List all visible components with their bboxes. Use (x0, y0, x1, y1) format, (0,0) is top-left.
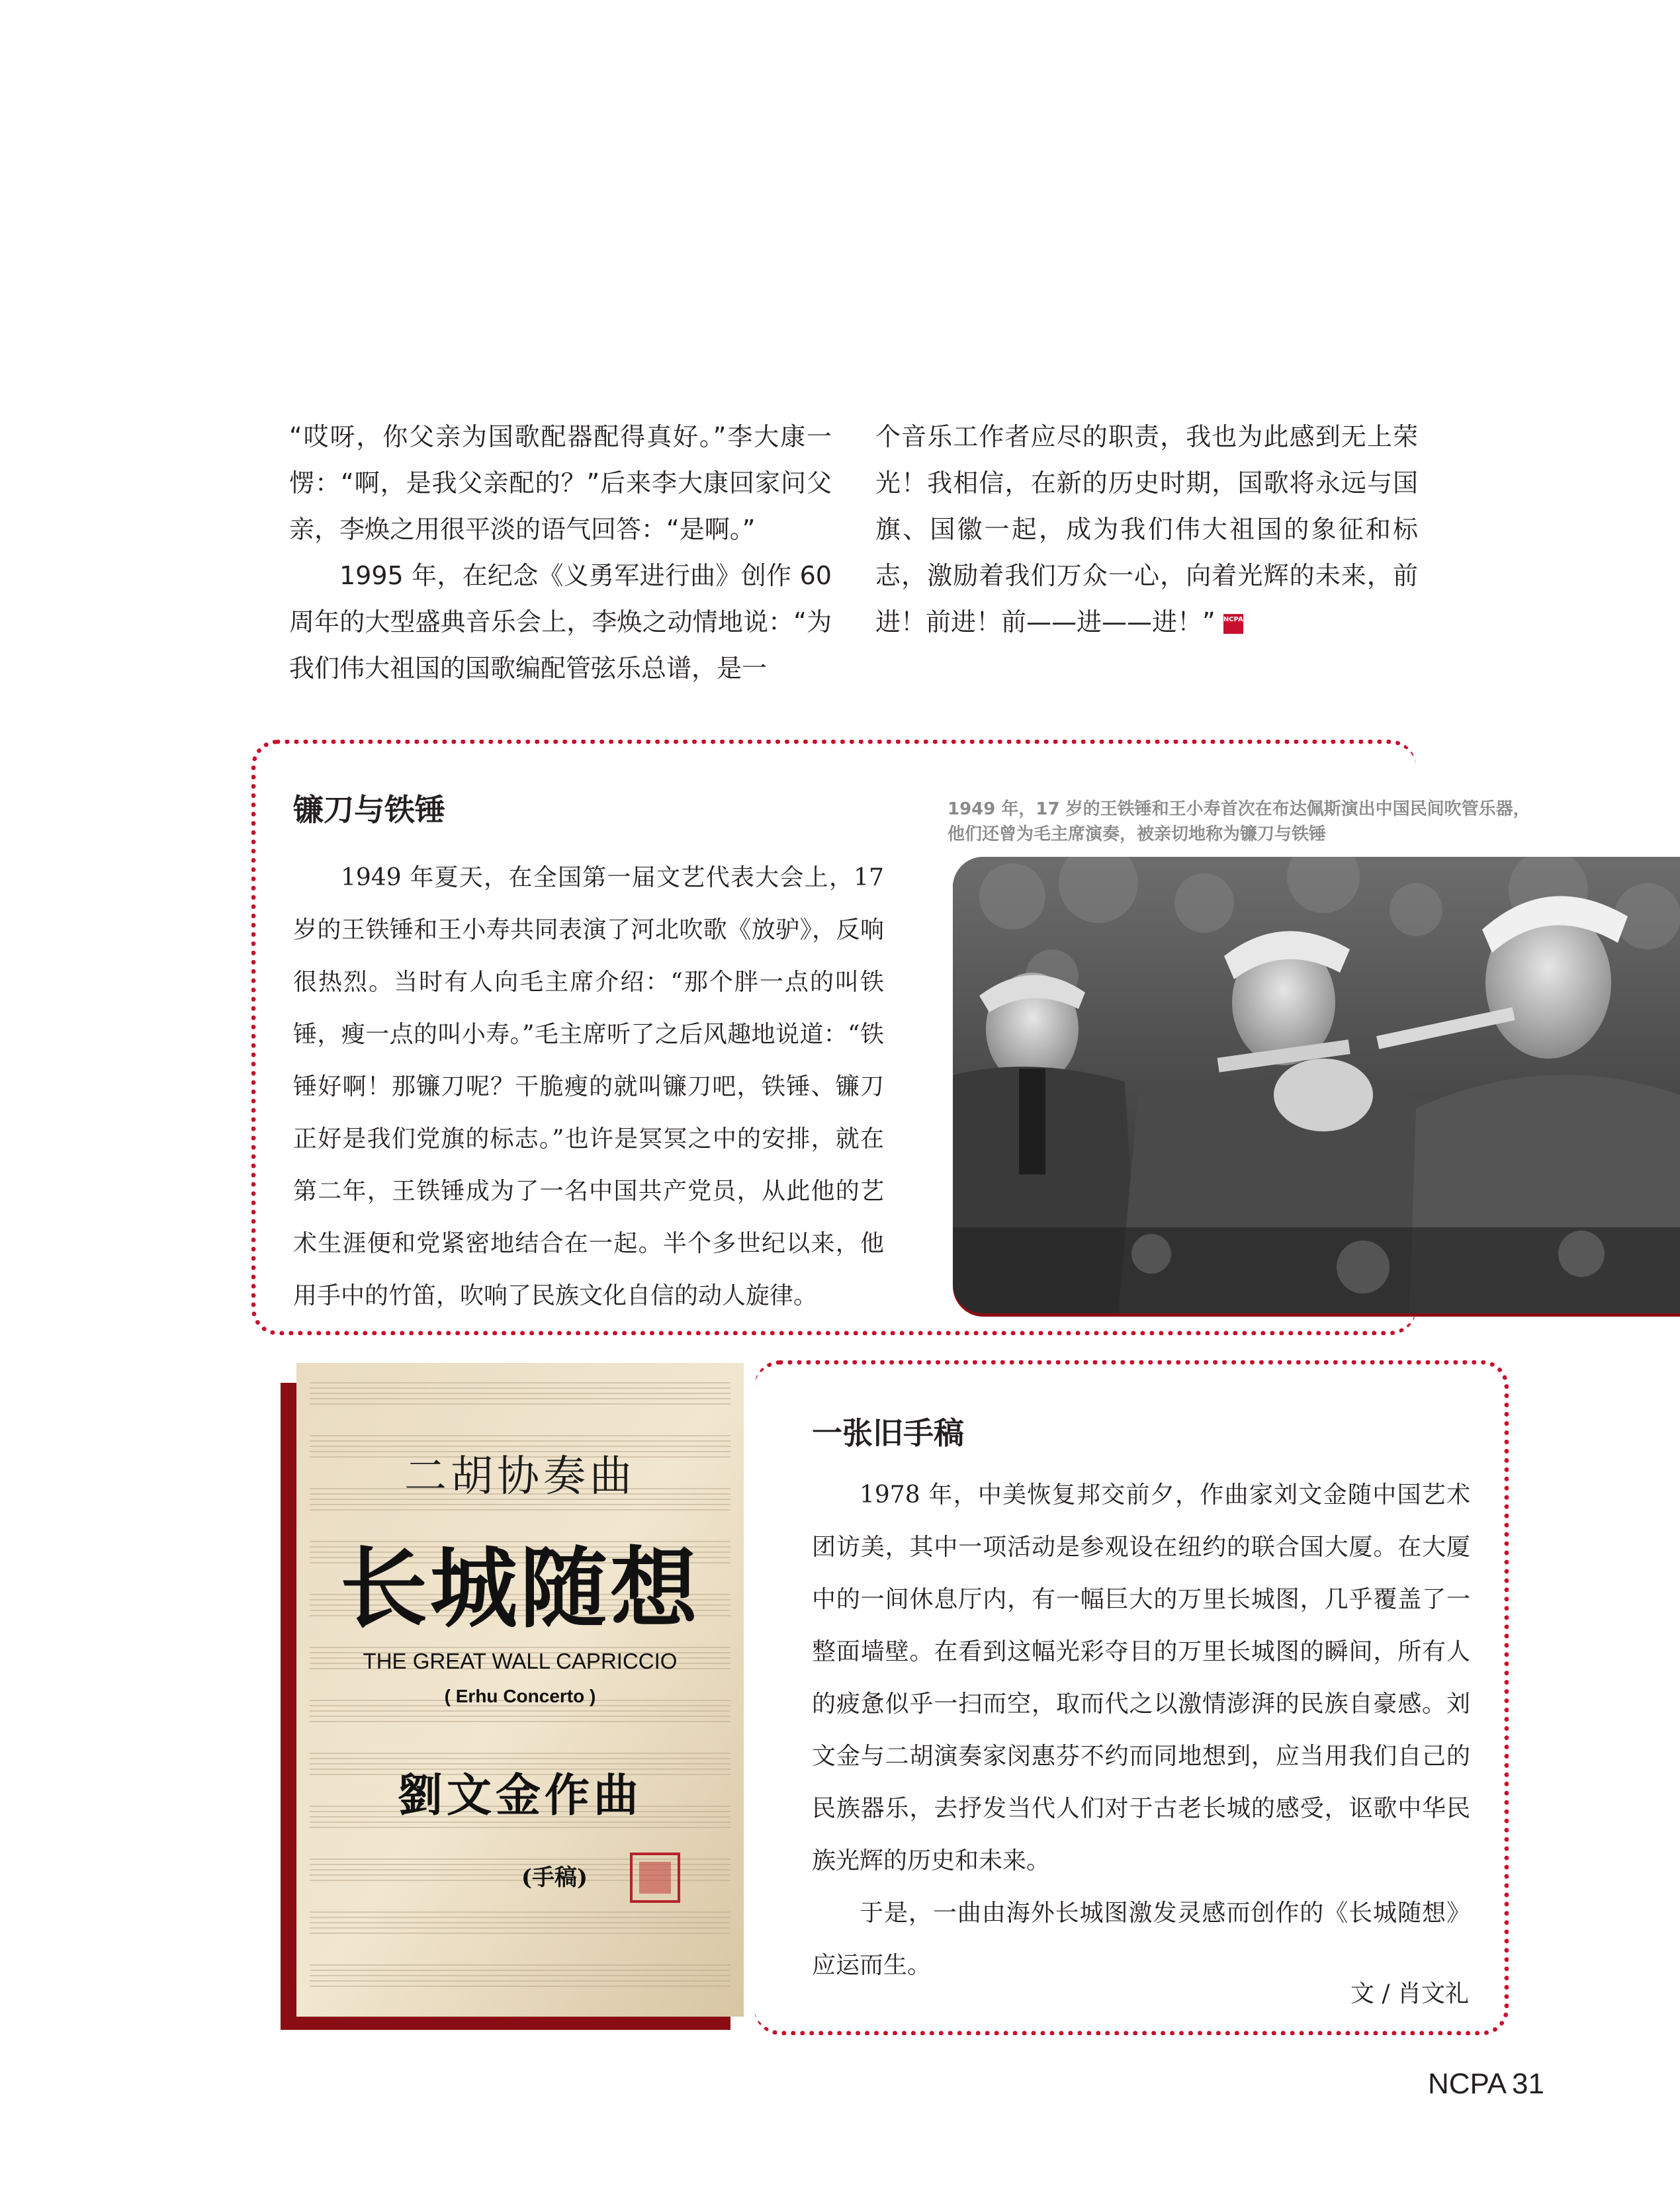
manuscript-line-1: 二胡协奏曲 (404, 1452, 636, 1501)
section-2-title: 一张旧手稿 (812, 1415, 964, 1451)
section-2-paragraph-1: 1978 年，中美恢复邦交前夕，作曲家刘文金随中国艺术团访美，其中一项活动是参观设在纽约的联合国大厦。在大厦中的一间休息厅内，有一幅巨大的万里长城图，几乎覆盖了一整面墙壁。在看到这幅光彩夺目的万里长城图的瞬间，所有人的疲惫似乎一扫而空，取而代之以激情澎湃的民族自豪感。刘文金与二胡演奏家闵惠芬不约而同地想到，应当用我们自己的民族器乐，去抒发当代人们对于古老长城的感受，讴歌中华民族光辉的历史和未来。 (812, 1481, 1470, 1874)
manuscript-image-container (281, 1363, 744, 2030)
manuscript-line-5: 劉文金作曲 (397, 1769, 642, 1822)
page-number: 31 (1511, 2068, 1544, 2100)
author-byline: 文 / 肖文礼 (1350, 1980, 1469, 2007)
footer-brand: NCPA (1428, 2068, 1507, 2100)
manuscript-image (296, 1363, 744, 2017)
top-left-paragraph-1: “哎呀，你父亲为国歌配器配得真好。”李大康一愣：“啊，是我父亲配的？”后来李大康回家问父亲，李焕之用很平淡的语气回答：“是啊。” (289, 422, 832, 544)
section-1-body (293, 852, 884, 1322)
top-right-paragraph (875, 414, 1418, 645)
page-footer (1423, 2068, 1544, 2101)
ncpa-end-mark-icon: NCPA (1223, 614, 1243, 634)
top-left-paragraph-2: 1995 年，在纪念《义勇军进行曲》创作 60 周年的大型盛典音乐会上，李焕之动情地说：“为我们伟大祖国的国歌编配管弦乐总谱，是一 (289, 561, 832, 683)
photo-caption: 1949 年，17 岁的王铁锤和王小寿首次在布达佩斯演出中国民间吹管乐器，他们还曾为毛主席演奏，被亲切地称为镰刀与铁锤 (948, 799, 1530, 844)
performers-photo (953, 857, 1680, 1313)
top-right-text: 个音乐工作者应尽的职责，我也为此感到无上荣光！我相信，在新的历史时期，国歌将永远与国旗、国徽一起，成为我们伟大祖国的象征和标志，激励着我们万众一心，向着光辉的未来，前进！前进！前——进——进！” (875, 422, 1418, 636)
manuscript-line-2: 长城随想 (340, 1538, 700, 1640)
manuscript-line-6: (手稿) (521, 1864, 588, 1891)
section-2-body (812, 1469, 1470, 1991)
section-1-paragraph: 1949 年夏天，在全国第一届文艺代表大会上，17 岁的王铁锤和王小寿共同表演了河北吹歌《放驴》，反响很热烈。当时有人向毛主席介绍：“那个胖一点的叫铁锤，瘦一点的叫小寿。”毛主席听了之后风趣地说道：“铁锤好啊！那镰刀呢？干脆瘦的就叫镰刀吧，铁锤、镰刀正好是我们党旗的标志。”也许是冥冥之中的安排，就在第二年，王铁锤成为了一名中国共产党员，从此他的艺术生涯便和党紧密地结合在一起。半个多世纪以来，他用手中的竹笛，吹响了民族文化自信的动人旋律。 (293, 864, 884, 1309)
manuscript-line-4: ( Erhu Concerto ) (444, 1686, 596, 1706)
manuscript-line-3: THE GREAT WALL CAPRICCIO (363, 1649, 678, 1673)
performers-photo-container (953, 857, 1680, 1317)
top-right-column (875, 414, 1418, 645)
section-2-paragraph-2: 于是，一曲由海外长城图激发灵感而创作的《长城随想》应运而生。 (812, 1900, 1470, 1979)
section-1-title: 镰刀与铁锤 (293, 792, 445, 828)
top-left-column (289, 414, 832, 691)
